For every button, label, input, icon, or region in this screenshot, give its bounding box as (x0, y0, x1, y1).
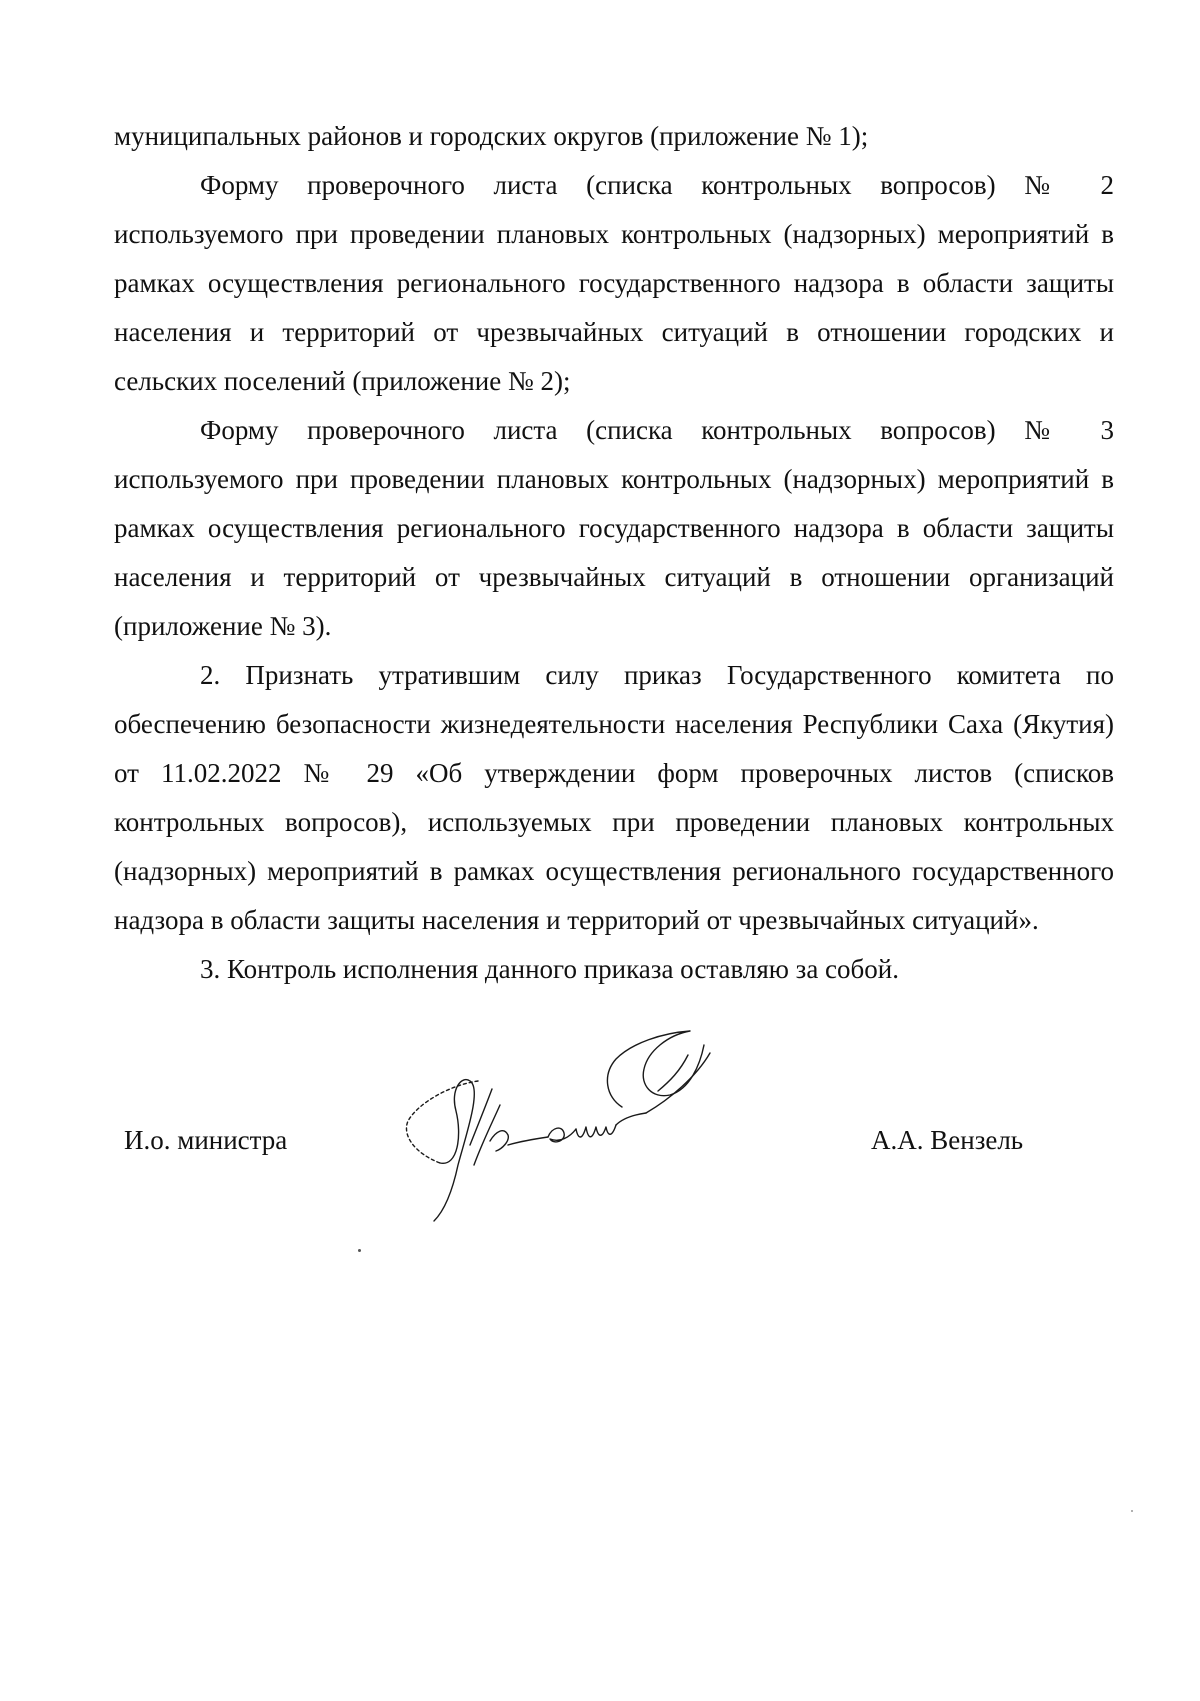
paragraph-control: 3. Контроль исполнения данного приказа оставляю за собой. (200, 954, 899, 984)
paragraph-form-3: Форму проверочного листа (списка контрольных вопросов) № 3 используемого при проведении плановых контрольных (надзорных) мероприятий в рамках осуществления регионального государственного надзора в области защиты населения и территорий от чрезвычайных ситуаций в отношении организаций (приложение № 3). (114, 415, 1114, 641)
scan-speck (1131, 1510, 1133, 1512)
signatory-position: И.о. министра (124, 1125, 288, 1155)
document-body (114, 112, 1114, 994)
paragraph-repeal-order: 2. Признать утратившим силу приказ Государственного комитета по обеспечению безопасности жизнедеятельности населения Республики Саха (Якутия) от 11.02.2022 № 29 «Об утверждении форм проверочных листов (списков контрольных вопросов), используемых при проведении плановых контрольных (надзорных) мероприятий в рамках осуществления регионального государственного надзора в области защиты населения и территорий от чрезвычайных ситуаций». (114, 660, 1114, 935)
paragraph-form-2: Форму проверочного листа (списка контрольных вопросов) № 2 используемого при проведении плановых контрольных (надзорных) мероприятий в рамках осуществления регионального государственного надзора в области защиты населения и территорий от чрезвычайных ситуаций в отношении городских и сельских поселений (приложение № 2); (114, 170, 1114, 396)
paragraph-continuation: муниципальных районов и городских округов (приложение № 1); (114, 121, 869, 151)
handwritten-signature (400, 1015, 760, 1225)
signatory-name: А.А. Вензель (871, 1125, 1024, 1155)
scan-speck (358, 1249, 361, 1252)
